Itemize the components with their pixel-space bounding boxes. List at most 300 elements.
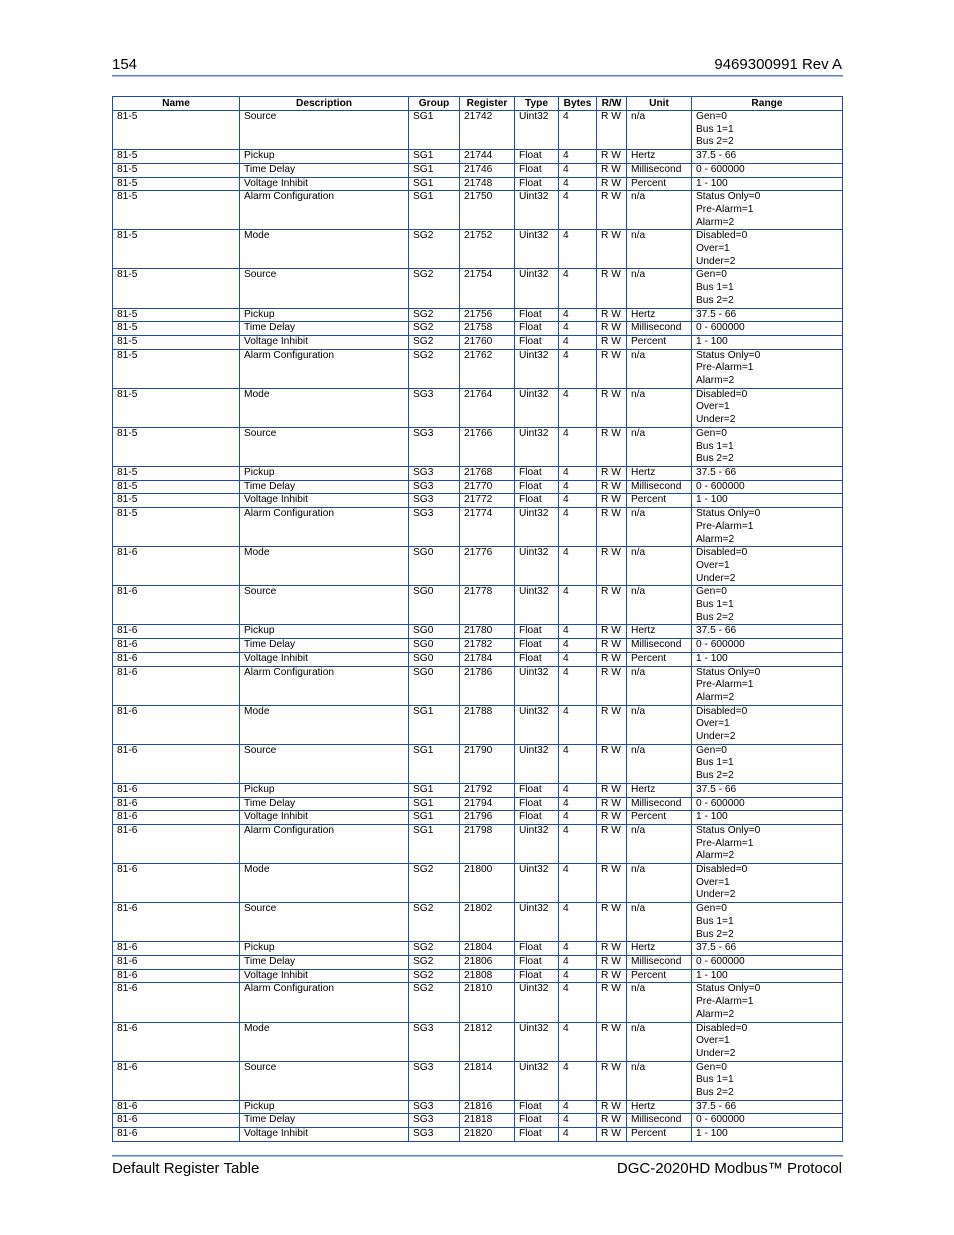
table-row <box>113 1022 843 1061</box>
table-row <box>113 783 843 797</box>
cell-bytes: 4 <box>559 783 597 797</box>
cell-range <box>692 349 843 388</box>
cell-unit: Millisecond <box>627 797 692 811</box>
cell-rw: R W <box>597 427 627 466</box>
cell-register: 21800 <box>460 864 515 903</box>
register-table <box>112 96 843 1142</box>
cell-rw: R W <box>597 480 627 494</box>
cell-bytes: 4 <box>559 824 597 863</box>
cell-rw: R W <box>597 983 627 1022</box>
cell-type: Uint32 <box>515 983 559 1022</box>
cell-rw: R W <box>597 903 627 942</box>
table-row <box>113 269 843 308</box>
range-line: Disabled=0 <box>696 705 748 717</box>
cell-description: Alarm Configuration <box>240 824 409 863</box>
cell-unit: Hertz <box>627 308 692 322</box>
range-line: 37.5 - 66 <box>696 625 737 637</box>
cell-type: Uint32 <box>515 1022 559 1061</box>
cell-type: Uint32 <box>515 191 559 230</box>
cell-description: Source <box>240 903 409 942</box>
cell-name: 81-5 <box>113 427 240 466</box>
table-row <box>113 903 843 942</box>
cell-unit: Millisecond <box>627 480 692 494</box>
range-line: Bus 1=1 <box>696 282 734 294</box>
page-footer <box>112 1160 842 1178</box>
cell-name: 81-6 <box>113 983 240 1022</box>
cell-register: 21792 <box>460 783 515 797</box>
cell-name: 81-6 <box>113 639 240 653</box>
column-header-range: Range <box>692 97 843 111</box>
cell-name: 81-6 <box>113 1100 240 1114</box>
cell-register: 21752 <box>460 230 515 269</box>
cell-type: Uint32 <box>515 666 559 705</box>
cell-type: Uint32 <box>515 864 559 903</box>
cell-type: Float <box>515 1114 559 1128</box>
cell-rw: R W <box>597 308 627 322</box>
cell-description: Alarm Configuration <box>240 349 409 388</box>
cell-type: Float <box>515 322 559 336</box>
cell-name: 81-5 <box>113 349 240 388</box>
cell-range <box>692 111 843 150</box>
cell-range <box>692 903 843 942</box>
cell-bytes: 4 <box>559 191 597 230</box>
cell-group: SG3 <box>409 466 460 480</box>
cell-range <box>692 269 843 308</box>
cell-description: Time Delay <box>240 163 409 177</box>
range-line: 0 - 600000 <box>696 322 745 334</box>
cell-bytes: 4 <box>559 864 597 903</box>
cell-bytes: 4 <box>559 705 597 744</box>
cell-register: 21816 <box>460 1100 515 1114</box>
range-line: 37.5 - 66 <box>696 466 737 478</box>
cell-range <box>692 508 843 547</box>
range-line: Bus 1=1 <box>696 440 734 452</box>
range-line: Status Only=0 <box>696 824 761 836</box>
cell-register: 21820 <box>460 1128 515 1142</box>
table-row <box>113 652 843 666</box>
cell-name: 81-6 <box>113 824 240 863</box>
cell-bytes: 4 <box>559 1061 597 1100</box>
table-row <box>113 811 843 825</box>
range-line: 0 - 600000 <box>696 956 745 967</box>
cell-unit: n/a <box>627 191 692 230</box>
cell-name: 81-6 <box>113 1022 240 1061</box>
range-line: Pre-Alarm=1 <box>696 679 754 691</box>
cell-bytes: 4 <box>559 111 597 150</box>
range-line: 1 - 100 <box>696 335 728 347</box>
range-line: Gen=0 <box>696 111 727 122</box>
cell-range <box>692 1100 843 1114</box>
table-row <box>113 625 843 639</box>
cell-group: SG3 <box>409 1128 460 1142</box>
cell-group: SG2 <box>409 956 460 970</box>
cell-type: Uint32 <box>515 508 559 547</box>
cell-type: Uint32 <box>515 705 559 744</box>
table-row <box>113 969 843 983</box>
range-line: Gen=0 <box>696 1061 727 1073</box>
cell-bytes: 4 <box>559 150 597 164</box>
cell-group: SG3 <box>409 494 460 508</box>
cell-unit: n/a <box>627 388 692 427</box>
table-row <box>113 705 843 744</box>
cell-type: Float <box>515 150 559 164</box>
cell-bytes: 4 <box>559 547 597 586</box>
cell-rw: R W <box>597 150 627 164</box>
range-line: Status Only=0 <box>696 666 761 678</box>
cell-bytes: 4 <box>559 639 597 653</box>
cell-unit: n/a <box>627 824 692 863</box>
cell-group: SG1 <box>409 191 460 230</box>
range-line: 37.5 - 66 <box>696 783 737 795</box>
table-row <box>113 150 843 164</box>
cell-unit: n/a <box>627 111 692 150</box>
product-title: DGC-2020HD Modbus™ Protocol <box>616 1160 842 1177</box>
cell-type: Uint32 <box>515 547 559 586</box>
cell-register: 21814 <box>460 1061 515 1100</box>
cell-rw: R W <box>597 969 627 983</box>
cell-type: Float <box>515 163 559 177</box>
cell-rw: R W <box>597 625 627 639</box>
range-line: Pre-Alarm=1 <box>696 996 754 1008</box>
cell-description: Voltage Inhibit <box>240 969 409 983</box>
cell-range <box>692 1114 843 1128</box>
cell-unit: Percent <box>627 335 692 349</box>
range-line: Gen=0 <box>696 427 727 439</box>
table-row <box>113 335 843 349</box>
table-row <box>113 494 843 508</box>
cell-unit: n/a <box>627 666 692 705</box>
range-line: Status Only=0 <box>696 191 761 203</box>
cell-range <box>692 586 843 625</box>
table-row <box>113 308 843 322</box>
range-line: Disabled=0 <box>696 864 748 876</box>
cell-rw: R W <box>597 466 627 480</box>
cell-description: Time Delay <box>240 797 409 811</box>
cell-group: SG2 <box>409 864 460 903</box>
range-line: Under=2 <box>696 414 736 426</box>
cell-range <box>692 191 843 230</box>
table-row <box>113 177 843 191</box>
range-line: 0 - 600000 <box>696 1114 745 1126</box>
cell-group: SG3 <box>409 508 460 547</box>
cell-bytes: 4 <box>559 269 597 308</box>
cell-rw: R W <box>597 388 627 427</box>
cell-range <box>692 652 843 666</box>
cell-range <box>692 230 843 269</box>
cell-name: 81-5 <box>113 150 240 164</box>
cell-type: Float <box>515 1100 559 1114</box>
table-row <box>113 1061 843 1100</box>
cell-group: SG0 <box>409 586 460 625</box>
cell-name: 81-6 <box>113 969 240 983</box>
cell-group: SG0 <box>409 639 460 653</box>
cell-rw: R W <box>597 1100 627 1114</box>
cell-bytes: 4 <box>559 652 597 666</box>
cell-bytes: 4 <box>559 956 597 970</box>
cell-register: 21760 <box>460 335 515 349</box>
range-line: Gen=0 <box>696 586 727 598</box>
cell-rw: R W <box>597 163 627 177</box>
cell-bytes: 4 <box>559 466 597 480</box>
range-line: Disabled=0 <box>696 230 748 242</box>
cell-type: Float <box>515 480 559 494</box>
cell-unit: Millisecond <box>627 1114 692 1128</box>
range-line: Over=1 <box>696 243 730 255</box>
cell-range <box>692 744 843 783</box>
cell-type: Float <box>515 466 559 480</box>
table-row <box>113 1114 843 1128</box>
cell-description: Mode <box>240 230 409 269</box>
cell-range <box>692 427 843 466</box>
cell-name: 81-5 <box>113 230 240 269</box>
cell-group: SG1 <box>409 177 460 191</box>
range-line: Pre-Alarm=1 <box>696 203 754 215</box>
cell-register: 21790 <box>460 744 515 783</box>
cell-description: Mode <box>240 864 409 903</box>
cell-register: 21782 <box>460 639 515 653</box>
cell-bytes: 4 <box>559 586 597 625</box>
cell-register: 21758 <box>460 322 515 336</box>
page-header <box>112 56 842 74</box>
cell-name: 81-6 <box>113 625 240 639</box>
cell-unit: Percent <box>627 652 692 666</box>
cell-register: 21778 <box>460 586 515 625</box>
cell-type: Uint32 <box>515 903 559 942</box>
range-line: Bus 2=2 <box>696 770 734 782</box>
cell-register: 21794 <box>460 797 515 811</box>
range-line: Pre-Alarm=1 <box>696 837 754 849</box>
range-line: Alarm=2 <box>696 850 735 862</box>
cell-range <box>692 783 843 797</box>
cell-description: Source <box>240 427 409 466</box>
cell-name: 81-6 <box>113 652 240 666</box>
cell-range <box>692 969 843 983</box>
table-row <box>113 427 843 466</box>
table-row <box>113 322 843 336</box>
cell-register: 21808 <box>460 969 515 983</box>
cell-range <box>692 494 843 508</box>
cell-group: SG1 <box>409 797 460 811</box>
range-line: Over=1 <box>696 718 730 730</box>
cell-group: SG2 <box>409 969 460 983</box>
cell-group: SG3 <box>409 427 460 466</box>
cell-name: 81-5 <box>113 111 240 150</box>
cell-unit: n/a <box>627 705 692 744</box>
cell-register: 21780 <box>460 625 515 639</box>
cell-group: SG3 <box>409 480 460 494</box>
cell-type: Uint32 <box>515 349 559 388</box>
cell-register: 21766 <box>460 427 515 466</box>
cell-name: 81-6 <box>113 744 240 783</box>
cell-rw: R W <box>597 744 627 783</box>
range-line: Bus 1=1 <box>696 123 734 135</box>
cell-register: 21772 <box>460 494 515 508</box>
cell-rw: R W <box>597 652 627 666</box>
cell-register: 21796 <box>460 811 515 825</box>
range-line: Alarm=2 <box>696 1008 735 1020</box>
cell-group: SG2 <box>409 903 460 942</box>
cell-register: 21762 <box>460 349 515 388</box>
cell-name: 81-6 <box>113 956 240 970</box>
range-line: Bus 1=1 <box>696 915 734 927</box>
cell-description: Voltage Inhibit <box>240 652 409 666</box>
cell-type: Float <box>515 335 559 349</box>
cell-register: 21788 <box>460 705 515 744</box>
cell-name: 81-5 <box>113 322 240 336</box>
cell-description: Source <box>240 269 409 308</box>
cell-range <box>692 322 843 336</box>
range-line: 0 - 600000 <box>696 163 745 175</box>
cell-range <box>692 942 843 956</box>
cell-name: 81-6 <box>113 1061 240 1100</box>
cell-name: 81-6 <box>113 942 240 956</box>
table-row <box>113 666 843 705</box>
cell-rw: R W <box>597 269 627 308</box>
cell-description: Time Delay <box>240 956 409 970</box>
cell-name: 81-6 <box>113 811 240 825</box>
cell-bytes: 4 <box>559 508 597 547</box>
cell-register: 21742 <box>460 111 515 150</box>
range-line: 1 - 100 <box>696 652 728 664</box>
table-row <box>113 1128 843 1142</box>
cell-rw: R W <box>597 824 627 863</box>
cell-name: 81-5 <box>113 308 240 322</box>
cell-rw: R W <box>597 1128 627 1142</box>
table-row <box>113 508 843 547</box>
cell-description: Pickup <box>240 308 409 322</box>
cell-group: SG3 <box>409 1100 460 1114</box>
range-line: Under=2 <box>696 572 736 584</box>
cell-type: Uint32 <box>515 111 559 150</box>
table-row <box>113 864 843 903</box>
cell-bytes: 4 <box>559 797 597 811</box>
cell-name: 81-6 <box>113 783 240 797</box>
cell-register: 21764 <box>460 388 515 427</box>
cell-register: 21784 <box>460 652 515 666</box>
cell-group: SG1 <box>409 705 460 744</box>
cell-bytes: 4 <box>559 625 597 639</box>
cell-rw: R W <box>597 1022 627 1061</box>
document-number: 9469300991 Rev A <box>714 56 842 73</box>
range-line: Alarm=2 <box>696 533 735 545</box>
table-row <box>113 956 843 970</box>
cell-type: Float <box>515 625 559 639</box>
cell-register: 21802 <box>460 903 515 942</box>
cell-type: Float <box>515 639 559 653</box>
cell-unit: Percent <box>627 177 692 191</box>
cell-name: 81-5 <box>113 494 240 508</box>
cell-name: 81-6 <box>113 1128 240 1142</box>
cell-description: Time Delay <box>240 1114 409 1128</box>
table-row <box>113 744 843 783</box>
page-number: 154 <box>112 56 138 73</box>
cell-name: 81-6 <box>113 864 240 903</box>
cell-type: Uint32 <box>515 427 559 466</box>
range-line: Gen=0 <box>696 269 727 281</box>
cell-group: SG3 <box>409 1061 460 1100</box>
cell-register: 21818 <box>460 1114 515 1128</box>
cell-unit: Millisecond <box>627 163 692 177</box>
cell-type: Uint32 <box>515 824 559 863</box>
cell-register: 21798 <box>460 824 515 863</box>
cell-description: Source <box>240 111 409 150</box>
cell-description: Voltage Inhibit <box>240 335 409 349</box>
cell-bytes: 4 <box>559 480 597 494</box>
cell-description: Time Delay <box>240 322 409 336</box>
cell-unit: Millisecond <box>627 956 692 970</box>
range-line: Status Only=0 <box>696 983 761 995</box>
cell-type: Float <box>515 797 559 811</box>
column-header-description: Description <box>240 97 409 111</box>
range-line: Under=2 <box>696 1047 736 1059</box>
cell-unit: Percent <box>627 1128 692 1142</box>
cell-rw: R W <box>597 639 627 653</box>
cell-rw: R W <box>597 111 627 150</box>
cell-rw: R W <box>597 666 627 705</box>
range-line: 37.5 - 66 <box>696 942 737 954</box>
cell-description: Pickup <box>240 466 409 480</box>
table-row <box>113 163 843 177</box>
cell-register: 21746 <box>460 163 515 177</box>
cell-range <box>692 983 843 1022</box>
cell-bytes: 4 <box>559 903 597 942</box>
range-line: Bus 2=2 <box>696 453 734 465</box>
cell-name: 81-6 <box>113 705 240 744</box>
range-line: 37.5 - 66 <box>696 1100 737 1112</box>
cell-type: Float <box>515 652 559 666</box>
range-line: Bus 2=2 <box>696 611 734 623</box>
cell-bytes: 4 <box>559 494 597 508</box>
range-line: Bus 1=1 <box>696 599 734 611</box>
table-body <box>113 111 843 1142</box>
table-header-row <box>113 97 843 111</box>
cell-range <box>692 335 843 349</box>
cell-name: 81-5 <box>113 508 240 547</box>
cell-rw: R W <box>597 494 627 508</box>
cell-rw: R W <box>597 811 627 825</box>
cell-group: SG0 <box>409 625 460 639</box>
range-line: Gen=0 <box>696 903 727 915</box>
cell-range <box>692 864 843 903</box>
cell-unit: Hertz <box>627 1100 692 1114</box>
cell-range <box>692 1128 843 1142</box>
cell-bytes: 4 <box>559 942 597 956</box>
range-line: Alarm=2 <box>696 691 735 703</box>
cell-group: SG1 <box>409 150 460 164</box>
cell-description: Time Delay <box>240 480 409 494</box>
cell-description: Alarm Configuration <box>240 983 409 1022</box>
cell-description: Voltage Inhibit <box>240 494 409 508</box>
cell-bytes: 4 <box>559 744 597 783</box>
cell-range <box>692 308 843 322</box>
range-line: Alarm=2 <box>696 375 735 387</box>
cell-description: Pickup <box>240 625 409 639</box>
cell-rw: R W <box>597 508 627 547</box>
cell-unit: n/a <box>627 586 692 625</box>
range-line: Under=2 <box>696 731 736 743</box>
cell-range <box>692 466 843 480</box>
cell-name: 81-5 <box>113 466 240 480</box>
range-line: Pre-Alarm=1 <box>696 362 754 374</box>
cell-register: 21806 <box>460 956 515 970</box>
cell-type: Uint32 <box>515 269 559 308</box>
cell-name: 81-5 <box>113 335 240 349</box>
cell-group: SG0 <box>409 652 460 666</box>
cell-register: 21774 <box>460 508 515 547</box>
cell-range <box>692 163 843 177</box>
range-line: 0 - 600000 <box>696 639 745 651</box>
cell-bytes: 4 <box>559 388 597 427</box>
